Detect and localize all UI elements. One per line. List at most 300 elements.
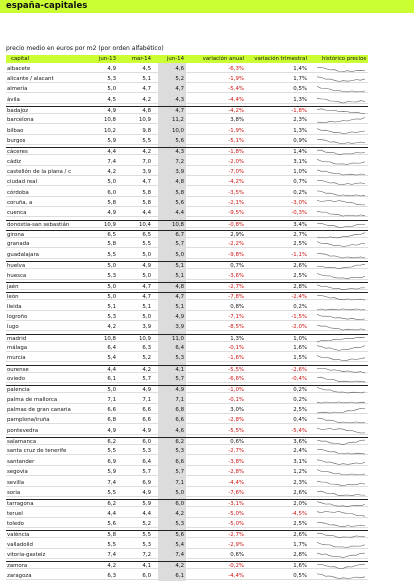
annual-change-cell: -0,8% (228, 221, 244, 228)
sparkline-path (317, 273, 365, 278)
quarterly-change-cell: 0,4% (293, 417, 307, 424)
capital-name-cell: castellón de la plana / c (7, 169, 72, 175)
sparkline-path (317, 139, 365, 143)
jun-13-price-cell: 5,5 (107, 489, 116, 496)
jun-13-price-cell: 6,3 (107, 572, 116, 579)
jun-14-price-cell: 7,1 (175, 479, 184, 486)
jun-14-price-cell: 6,0 (175, 501, 184, 508)
annual-change-cell: -5,0% (228, 510, 244, 517)
capital-name-cell: coruña, a (7, 200, 33, 207)
mar-14-price-cell: 4,8 (142, 107, 151, 114)
price-history-sparkline (315, 396, 367, 404)
sparkline-path (317, 170, 365, 175)
sparkline-path (317, 109, 365, 114)
sparkline-path (317, 314, 365, 319)
jun-14-price-cell: 6,6 (175, 417, 184, 424)
mar-14-price-cell: 4,5 (142, 65, 151, 72)
capital-name-cell: oviedo (7, 376, 26, 382)
price-history-sparkline (315, 479, 367, 487)
table-row (6, 158, 368, 166)
capital-name-cell: madrid (7, 335, 27, 342)
quarterly-change-cell: -4,5% (291, 510, 307, 517)
jun-13-price-cell: 5,0 (107, 179, 116, 186)
price-history-sparkline (315, 148, 367, 156)
sparkline-path (317, 67, 365, 71)
jun-13-price-cell: 5,3 (107, 313, 116, 320)
jun-13-price-cell: 5,4 (107, 355, 116, 362)
jun-14-price-cell: 10,8 (171, 221, 184, 228)
mar-14-price-cell: 4,1 (142, 563, 151, 570)
jun-14-price-cell: 5,8 (175, 189, 184, 196)
sparkline-path (317, 191, 365, 196)
price-history-sparkline (315, 303, 367, 311)
sparkline-path (317, 296, 365, 301)
table-row (6, 468, 368, 476)
jun-14-price-cell: 6,1 (175, 572, 184, 579)
quarterly-change-cell: 0,2% (293, 396, 307, 403)
quarterly-change-cell: 1,4% (293, 149, 307, 156)
mar-14-price-cell: 5,5 (142, 137, 151, 144)
jun-14-price-cell: 5,1 (175, 303, 184, 310)
table-row (6, 365, 368, 373)
table-row (6, 116, 368, 124)
table-row (6, 65, 368, 73)
mar-14-price-cell: 6,6 (142, 407, 151, 414)
price-history-sparkline (315, 158, 367, 166)
capital-name-cell: pamplona/iruña (7, 417, 50, 424)
quarterly-change-cell: -1,1% (291, 251, 307, 258)
quarterly-change-cell: 2,0% (293, 501, 307, 508)
quarterly-change-cell: 2,5% (293, 407, 307, 414)
price-history-sparkline (315, 293, 367, 301)
annual-change-cell: -8,5% (228, 324, 244, 331)
jun-14-price-cell: 4,1 (175, 366, 184, 373)
table-row (6, 189, 368, 197)
sparkline-path (317, 150, 365, 155)
table-row (6, 137, 368, 145)
jun-13-price-cell: 10,8 (103, 117, 116, 124)
sparkline-path (317, 388, 365, 394)
table-row (6, 323, 368, 331)
header-quarterly-change[interactable]: variación trimestral (254, 56, 307, 62)
capital-name-cell: pontevedra (7, 427, 39, 434)
annual-change-cell: -3,5% (228, 189, 244, 196)
table-row (6, 75, 368, 83)
capital-name-cell: vitoria-gasteiz (7, 551, 46, 558)
annual-change-cell: -5,5% (228, 366, 244, 373)
capital-name-cell: teruel (7, 510, 23, 517)
sparkline-path (317, 308, 365, 309)
mar-14-price-cell: 10,9 (138, 117, 151, 124)
annual-change-cell: 3,0% (230, 407, 244, 414)
price-history-sparkline (315, 458, 367, 466)
sparkline-path (317, 87, 365, 93)
jun-14-price-cell: 6,7 (175, 232, 184, 239)
price-history-sparkline (315, 406, 367, 414)
capital-name-cell: lugo (7, 324, 19, 331)
table-header-row (6, 55, 368, 63)
annual-change-cell: 0,6% (230, 439, 244, 446)
table-row (6, 458, 368, 466)
quarterly-change-cell: 1,7% (293, 541, 307, 548)
mar-14-price-cell: 5,0 (142, 272, 151, 279)
price-history-sparkline (315, 489, 367, 497)
jun-13-price-cell: 5,0 (107, 86, 116, 93)
quarterly-change-cell: 1,2% (293, 469, 307, 476)
price-history-sparkline (315, 178, 367, 186)
mar-14-price-cell: 5,0 (142, 313, 151, 320)
table-row (6, 168, 368, 176)
quarterly-change-cell: 2,6% (293, 532, 307, 539)
table-row (6, 261, 368, 269)
jun-14-price-cell: 5,6 (175, 200, 184, 207)
quarterly-change-cell: 2,5% (293, 272, 307, 279)
jun-14-price-cell: 7,4 (175, 551, 184, 558)
jun-13-price-cell: 4,2 (107, 324, 116, 331)
table-row (6, 437, 368, 445)
mar-14-price-cell: 5,5 (142, 532, 151, 539)
table-row (6, 272, 368, 280)
annual-change-cell: -4,2% (228, 107, 244, 114)
jun-14-price-cell: 4,7 (175, 86, 184, 93)
annual-change-cell: -5,5% (228, 427, 244, 434)
price-history-sparkline (315, 531, 367, 539)
quarterly-change-cell: 1,0% (293, 169, 307, 175)
sparkline-path (317, 440, 365, 445)
table-row (6, 572, 368, 580)
jun-13-price-cell: 6,8 (107, 417, 116, 424)
jun-13-price-cell: 6,0 (107, 189, 116, 196)
jun-13-price-cell: 10,9 (103, 221, 116, 228)
quarterly-change-cell: 2,4% (293, 448, 307, 455)
sparkline-path (317, 181, 365, 185)
jun-14-price-cell: 4,8 (175, 283, 184, 290)
sparkline-path (317, 502, 365, 507)
price-history-sparkline (315, 199, 367, 207)
annual-change-cell: -2,8% (228, 417, 244, 424)
price-history-sparkline (315, 427, 367, 435)
jun-13-price-cell: 5,5 (107, 541, 116, 548)
jun-14-price-cell: 3,9 (175, 169, 184, 175)
mar-14-price-cell: 3,9 (142, 169, 151, 175)
capital-name-cell: córdoba (7, 189, 29, 196)
price-history-sparkline (315, 65, 367, 73)
annual-change-cell: -1,8% (228, 149, 244, 156)
sparkline-path (317, 428, 365, 433)
sparkline-path (317, 418, 365, 423)
jun-14-price-cell: 4,7 (175, 294, 184, 301)
jun-13-price-cell: 5,0 (107, 283, 116, 290)
sparkline-path (317, 200, 365, 205)
quarterly-change-cell: 3,1% (293, 458, 307, 465)
sparkline-path (317, 77, 365, 82)
price-history-sparkline (315, 313, 367, 321)
price-history-sparkline (315, 85, 367, 93)
mar-14-price-cell: 6,6 (142, 417, 151, 424)
jun-14-price-cell: 11,0 (171, 335, 184, 342)
table-row (6, 313, 368, 321)
quarterly-change-cell: 0,5% (293, 572, 307, 579)
annual-change-cell: -5,1% (228, 137, 244, 144)
jun-13-price-cell: 5,5 (107, 251, 116, 258)
sparkline-path (317, 98, 365, 103)
price-history-sparkline (315, 386, 367, 394)
mar-14-price-cell: 5,3 (142, 448, 151, 455)
quarterly-change-cell: 1,3% (293, 96, 307, 103)
table-row (6, 220, 368, 228)
table-row (6, 447, 368, 455)
jun-13-price-cell: 6,9 (107, 458, 116, 465)
capital-name-cell: ciudad real (7, 179, 37, 186)
mar-14-price-cell: 5,1 (142, 303, 151, 310)
annual-change-cell: -3,8% (228, 458, 244, 465)
annual-change-cell: -5,0% (228, 520, 244, 527)
mar-14-price-cell: 4,7 (142, 283, 151, 290)
annual-change-cell: -5,4% (228, 86, 244, 93)
mar-14-price-cell: 4,4 (142, 210, 151, 217)
price-history-sparkline (315, 551, 367, 559)
jun-13-price-cell: 4,9 (107, 107, 116, 114)
capital-name-cell: ourense (7, 366, 29, 373)
mar-14-price-cell: 4,2 (142, 96, 151, 103)
price-history-sparkline (315, 283, 367, 291)
mar-14-price-cell: 7,2 (142, 551, 151, 558)
table-row (6, 354, 368, 362)
annual-change-cell: 0,7% (230, 263, 244, 270)
mar-14-price-cell: 6,5 (142, 232, 151, 239)
jun-13-price-cell: 6,6 (107, 407, 116, 414)
mar-14-price-cell: 6,0 (142, 439, 151, 446)
jun-14-price-cell: 7,2 (175, 158, 184, 165)
annual-change-cell: -7,8% (228, 294, 244, 301)
table-row (6, 240, 368, 248)
jun-14-price-cell: 5,1 (175, 263, 184, 270)
jun-14-price-cell: 5,4 (175, 541, 184, 548)
header-price-history[interactable]: histórico precios (322, 56, 367, 62)
price-history-sparkline (315, 541, 367, 549)
table-row (6, 85, 368, 93)
quarterly-change-cell: 3,4% (293, 221, 307, 228)
table-row (6, 96, 368, 104)
annual-change-cell: -7,6% (228, 489, 244, 496)
capital-name-cell: zaragoza (7, 572, 32, 579)
sparkline-path (317, 325, 365, 330)
jun-13-price-cell: 6,2 (107, 439, 116, 446)
jun-13-price-cell: 5,5 (107, 448, 116, 455)
header-jun-13[interactable]: jun-13 (98, 56, 116, 62)
price-history-sparkline (315, 272, 367, 280)
sparkline-path (317, 408, 365, 413)
mar-14-price-cell: 4,4 (142, 510, 151, 517)
mar-14-price-cell: 6,3 (142, 344, 151, 351)
jun-14-price-cell: 5,3 (175, 448, 184, 455)
jun-13-price-cell: 7,4 (107, 551, 116, 558)
capital-name-cell: palencia (7, 387, 30, 394)
capital-name-cell: guadalajara (7, 251, 39, 258)
table-row (6, 127, 368, 135)
table-row (6, 561, 368, 569)
quarterly-change-cell: -2,4% (291, 294, 307, 301)
quarterly-change-cell: 0,5% (293, 86, 307, 93)
table-row (6, 230, 368, 238)
table-row (6, 344, 368, 352)
sparkline-path (317, 533, 365, 538)
annual-change-cell: -2,7% (228, 448, 244, 455)
jun-14-price-cell: 11,2 (171, 117, 184, 124)
mar-14-price-cell: 4,7 (142, 179, 151, 186)
table-row (6, 209, 368, 217)
price-history-sparkline (315, 262, 367, 270)
price-history-sparkline (315, 335, 367, 343)
price-history-sparkline (315, 168, 367, 176)
jun-13-price-cell: 4,9 (107, 427, 116, 434)
jun-13-price-cell: 4,2 (107, 169, 116, 175)
sparkline-path (317, 233, 365, 238)
jun-13-price-cell: 5,3 (107, 75, 116, 82)
mar-14-price-cell: 5,5 (142, 241, 151, 248)
mar-14-price-cell: 10,4 (138, 221, 151, 228)
quarterly-change-cell: 1,0% (293, 335, 307, 342)
price-history-sparkline (315, 510, 367, 518)
quarterly-change-cell: 0,9% (293, 137, 307, 144)
mar-14-price-cell: 5,0 (142, 251, 151, 258)
jun-14-price-cell: 5,2 (175, 75, 184, 82)
capital-name-cell: burgos (7, 137, 26, 144)
capital-name-cell: tarragona (7, 501, 34, 508)
price-history-sparkline (315, 137, 367, 145)
quarterly-change-cell: 2,6% (293, 263, 307, 270)
quarterly-change-cell: 2,7% (293, 232, 307, 239)
mar-14-price-cell: 5,2 (142, 355, 151, 362)
quarterly-change-cell: 2,5% (293, 520, 307, 527)
mar-14-price-cell: 4,2 (142, 366, 151, 373)
capital-name-cell: murcia (7, 355, 26, 362)
mar-14-price-cell: 5,8 (142, 189, 151, 196)
sparkline-path (317, 402, 365, 403)
quarterly-change-cell: 2,6% (293, 489, 307, 496)
jun-14-price-cell: 5,7 (175, 469, 184, 476)
capital-name-cell: ávila (7, 96, 20, 103)
capital-name-cell: albacete (7, 65, 31, 72)
mar-14-price-cell: 4,9 (142, 489, 151, 496)
capital-name-cell: logroño (7, 313, 28, 320)
jun-14-price-cell: 5,0 (175, 251, 184, 258)
header-capital[interactable]: capital (11, 56, 30, 62)
sparkline-path (317, 356, 365, 361)
jun-13-price-cell: 7,4 (107, 479, 116, 486)
price-history-sparkline (315, 366, 367, 374)
mar-14-price-cell: 4,7 (142, 294, 151, 301)
title-bar (0, 0, 414, 13)
jun-14-price-cell: 5,1 (175, 272, 184, 279)
jun-13-price-cell: 6,1 (107, 376, 116, 382)
capital-name-cell: salamanca (7, 439, 37, 446)
sparkline-path (317, 128, 365, 133)
capital-name-cell: cáceres (7, 149, 28, 156)
price-history-sparkline (315, 344, 367, 352)
capital-name-cell: santa cruz de tenerife (7, 448, 67, 455)
capital-name-cell: zamora (7, 563, 28, 570)
page-title: españa-capitales (6, 1, 88, 11)
annual-change-cell: -2,0% (228, 158, 244, 165)
mar-14-price-cell: 4,2 (142, 149, 151, 156)
quarterly-change-cell: -2,6% (291, 366, 307, 373)
jun-14-price-cell: 6,2 (175, 439, 184, 446)
annual-change-cell: -2,7% (228, 283, 244, 290)
annual-change-cell: 2,9% (230, 232, 244, 239)
capital-name-cell: granada (7, 241, 30, 248)
mar-14-price-cell: 6,0 (142, 572, 151, 579)
sparkline-path (317, 470, 365, 475)
header-annual-change[interactable]: variación anual (202, 56, 244, 62)
jun-14-price-cell: 7,1 (175, 396, 184, 403)
table-row (6, 510, 368, 518)
jun-13-price-cell: 5,8 (107, 532, 116, 539)
sparkline-path (317, 574, 365, 579)
jun-14-price-cell: 5,7 (175, 376, 184, 382)
quarterly-change-cell: 2,5% (293, 241, 307, 248)
mar-14-price-cell: 9,8 (142, 127, 151, 134)
sparkline-path (317, 242, 365, 247)
price-history-sparkline (315, 572, 367, 580)
table-row (6, 551, 368, 559)
quarterly-change-cell: 0,2% (293, 189, 307, 196)
capital-name-cell: lleida (7, 303, 22, 310)
quarterly-change-cell: 3,1% (293, 158, 307, 165)
table-row (6, 427, 368, 435)
annual-change-cell: 0,6% (230, 551, 244, 558)
price-history-sparkline (315, 416, 367, 424)
quarterly-change-cell: 2,3% (293, 117, 307, 124)
annual-change-cell: -0,1% (228, 344, 244, 351)
jun-14-price-cell: 4,2 (175, 510, 184, 517)
header-mar-14[interactable]: mar-14 (131, 56, 151, 62)
annual-change-cell: -7,0% (228, 169, 244, 175)
sparkline-path (317, 377, 365, 382)
jun-14-price-cell: 5,0 (175, 489, 184, 496)
mar-14-price-cell: 6,9 (142, 479, 151, 486)
quarterly-change-cell: 1,4% (293, 65, 307, 72)
quarterly-change-cell: -2,0% (291, 324, 307, 331)
jun-14-price-cell: 5,3 (175, 520, 184, 527)
annual-change-cell: -3,1% (228, 501, 244, 508)
price-history-sparkline (315, 468, 367, 476)
sparkline-path (317, 118, 365, 123)
jun-14-price-cell: 4,9 (175, 387, 184, 394)
header-jun-14[interactable]: jun-14 (166, 56, 184, 62)
annual-change-cell: -4,4% (228, 479, 244, 486)
capital-name-cell: almería (7, 86, 28, 93)
capital-name-cell: soria (7, 489, 21, 496)
jun-14-price-cell: 4,8 (175, 179, 184, 186)
price-history-sparkline (315, 189, 367, 197)
sparkline-path (317, 223, 365, 227)
price-history-sparkline (315, 354, 367, 362)
jun-13-price-cell: 5,9 (107, 469, 116, 476)
jun-14-price-cell: 4,7 (175, 107, 184, 114)
annual-change-cell: -3,6% (228, 272, 244, 279)
sparkline-path (317, 450, 365, 455)
quarterly-change-cell: 1,3% (293, 127, 307, 134)
jun-14-price-cell: 4,3 (175, 96, 184, 103)
annual-change-cell: -2,9% (228, 541, 244, 548)
capital-name-cell: jaén (7, 283, 19, 290)
quarterly-change-cell: -0,4% (291, 376, 307, 382)
sparkline-path (317, 368, 365, 373)
jun-14-price-cell: 4,6 (175, 427, 184, 434)
table-row (6, 520, 368, 528)
price-history-sparkline (315, 221, 367, 229)
